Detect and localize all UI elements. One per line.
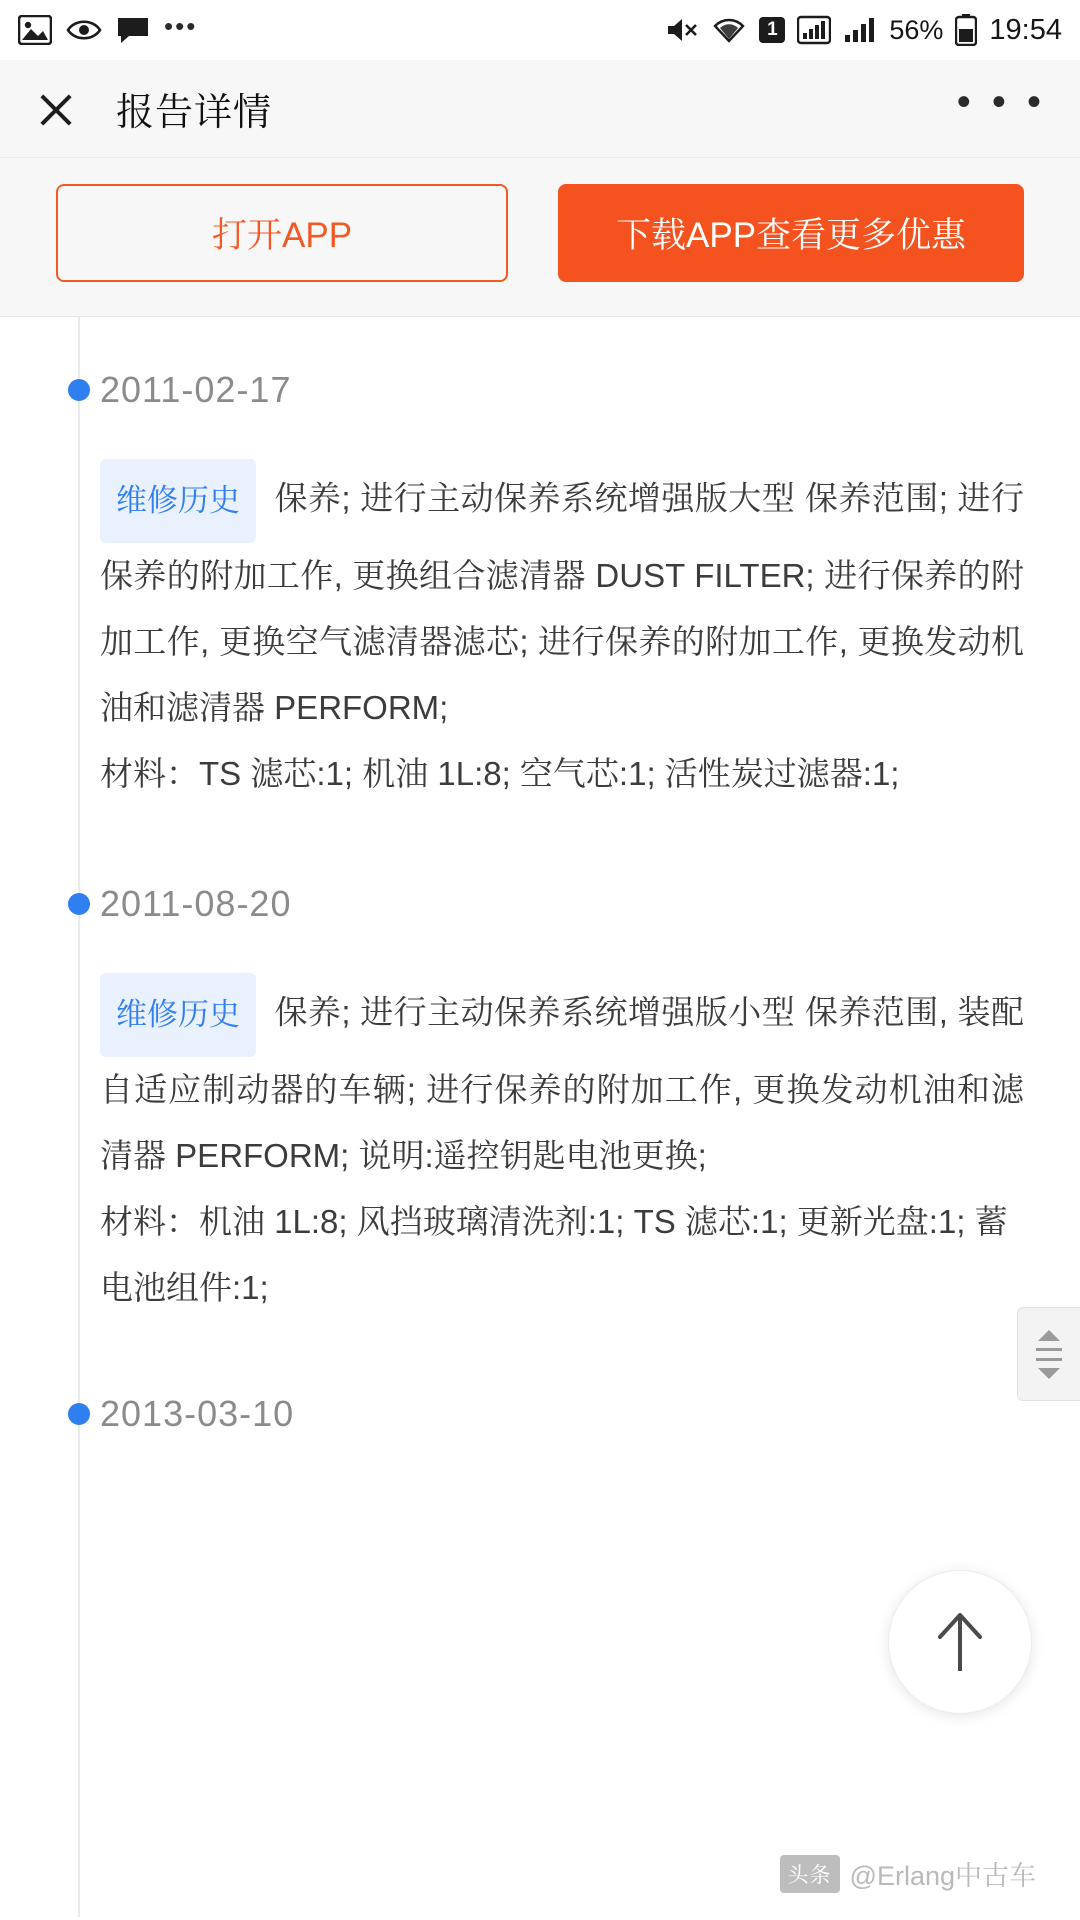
scrollbar-handle[interactable] — [1017, 1307, 1080, 1401]
app-promo-bar — [0, 158, 1080, 317]
entry-materials: 材料：TS 滤芯:1; 机油 1L:8; 空气芯:1; 活性炭过滤器:1; — [100, 755, 900, 792]
chevron-down-icon — [1038, 1368, 1060, 1379]
chat-icon — [116, 15, 150, 45]
entry-body — [100, 947, 1024, 1331]
chevron-up-icon — [1038, 1330, 1060, 1341]
eye-icon — [66, 15, 102, 45]
entry-description — [100, 973, 1024, 1189]
status-bar-left — [18, 13, 197, 47]
battery-icon — [955, 14, 977, 46]
signal-2-icon — [843, 15, 877, 45]
status-badge: 维修历史 — [100, 459, 256, 543]
list-item — [0, 317, 1080, 817]
entry-date: 2011-08-20 — [100, 883, 292, 924]
timeline-content[interactable] — [0, 317, 1080, 1917]
overflow-dots-icon: ••• — [164, 11, 198, 41]
more-icon[interactable]: • • • — [956, 79, 1046, 124]
status-bar-right — [665, 14, 1062, 47]
entry-date: 2011-02-17 — [100, 369, 292, 410]
timeline-dot-icon — [68, 379, 90, 401]
arrow-up-icon — [927, 1607, 993, 1677]
status-badge: 维修历史 — [100, 973, 256, 1057]
list-item — [0, 817, 1080, 1331]
entry-description — [100, 459, 1024, 741]
entry-header — [100, 861, 1024, 947]
entry-body — [100, 433, 1024, 817]
watermark — [780, 1854, 1036, 1893]
status-bar — [0, 0, 1080, 60]
sim-badge-icon: 1 — [759, 17, 785, 43]
entry-text: 保养; 进行主动保养系统增强版小型 保养范围, 装配自适应制动器的车辆; 进行保养的附加工作, 更换发动机油和滤清器 PERFORM; 说明:遥控钥匙电池更换; — [100, 993, 1024, 1174]
back-to-top-button[interactable] — [888, 1570, 1032, 1714]
entry-header — [100, 347, 1024, 433]
handle-line-icon — [1036, 1348, 1062, 1351]
watermark-text: @Erlang中古车 — [849, 1861, 1036, 1891]
open-app-button[interactable]: 打开APP — [56, 184, 508, 282]
signal-1-icon — [797, 15, 831, 45]
entry-materials: 材料：机油 1L:8; 风挡玻璃清洗剂:1; TS 滤芯:1; 更新光盘:1; 蓄电池组件:1; — [100, 1203, 1008, 1306]
mute-icon — [665, 15, 699, 45]
download-app-button[interactable]: 下载APP查看更多优惠 — [558, 184, 1024, 282]
battery-percent: 56% — [889, 14, 944, 45]
image-icon — [18, 15, 52, 45]
entry-text: 保养; 进行主动保养系统增强版大型 保养范围; 进行保养的附加工作, 更换组合滤清器 DUST FILTER; 进行保养的附加工作, 更换空气滤清器滤芯; 进行保养的附加工作, 更换发动机油和滤清器 PERFORM; — [100, 479, 1024, 726]
page-title: 报告详情 — [116, 92, 273, 134]
title-bar — [0, 60, 1080, 158]
timeline-dot-icon — [68, 1403, 90, 1425]
entry-date: 2013-03-10 — [100, 1393, 295, 1434]
entry-header — [100, 1371, 1024, 1457]
close-icon[interactable] — [34, 87, 78, 131]
timeline-dot-icon — [68, 893, 90, 915]
list-item — [0, 1331, 1080, 1457]
status-clock: 19:54 — [989, 13, 1062, 46]
handle-line-icon — [1036, 1358, 1062, 1361]
wifi-icon — [711, 15, 747, 45]
watermark-logo: 头条 — [780, 1855, 840, 1893]
